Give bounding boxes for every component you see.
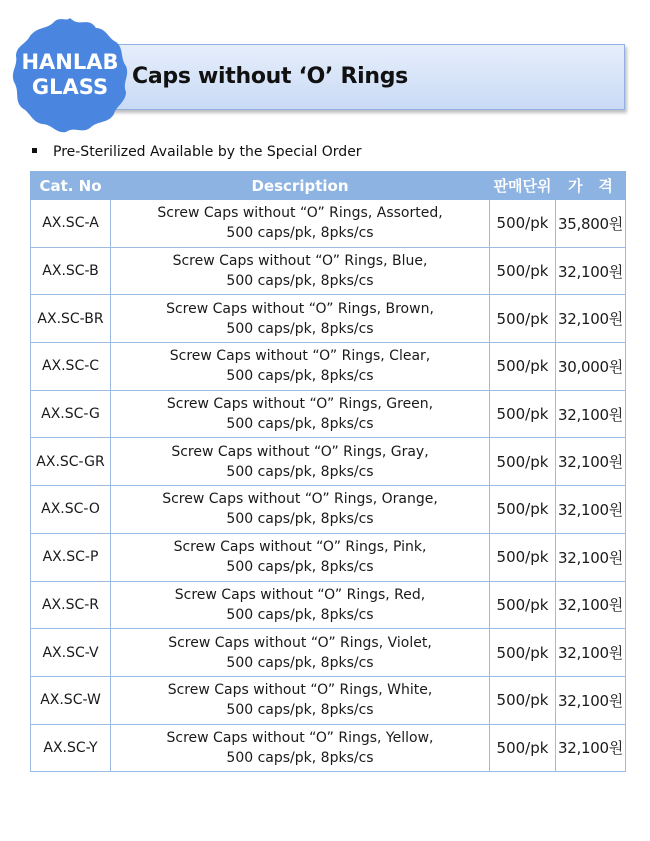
description-cell — [111, 724, 490, 772]
logo-line-1: HANLAB — [21, 50, 119, 74]
description-line-2: 500 caps/pk, 8pks/cs — [226, 654, 374, 671]
table-row — [31, 629, 626, 677]
hanlab-glass-logo — [10, 14, 130, 136]
price-cell: 32,100원 — [556, 438, 626, 486]
unit-cell: 500/pk — [490, 390, 556, 438]
logo-text — [10, 50, 130, 100]
col-header-price: 가 격 — [556, 172, 626, 200]
description-cell — [111, 438, 490, 486]
description-line-2: 500 caps/pk, 8pks/cs — [226, 749, 374, 766]
price-cell: 30,000원 — [556, 343, 626, 391]
logo-line-2: GLASS — [31, 75, 109, 99]
unit-cell: 500/pk — [490, 247, 556, 295]
unit-cell: 500/pk — [490, 295, 556, 343]
unit-cell: 500/pk — [490, 200, 556, 248]
description-cell — [111, 533, 490, 581]
cat-no-cell: AX.SC-B — [31, 247, 111, 295]
cat-no-cell: AX.SC-G — [31, 390, 111, 438]
cat-no-cell: AX.SC-V — [31, 629, 111, 677]
cat-no-cell: AX.SC-P — [31, 533, 111, 581]
unit-cell: 500/pk — [490, 438, 556, 486]
description-cell — [111, 343, 490, 391]
price-cell: 32,100원 — [556, 533, 626, 581]
table-row — [31, 486, 626, 534]
unit-cell: 500/pk — [490, 581, 556, 629]
cat-no-cell: AX.SC-Y — [31, 724, 111, 772]
price-cell: 32,100원 — [556, 581, 626, 629]
cat-no-cell: AX.SC-GR — [31, 438, 111, 486]
col-header-cat-no: Cat. No — [31, 172, 111, 200]
unit-cell: 500/pk — [490, 343, 556, 391]
bullet-icon — [32, 148, 37, 153]
description-cell — [111, 200, 490, 248]
cat-no-cell: AX.SC-C — [31, 343, 111, 391]
price-cell: 35,800원 — [556, 200, 626, 248]
description-line-1: Screw Caps without “O” Rings, Green, — [166, 396, 434, 413]
description-cell — [111, 295, 490, 343]
description-cell — [111, 629, 490, 677]
note-line — [32, 144, 362, 160]
unit-cell: 500/pk — [490, 533, 556, 581]
description-line-2: 500 caps/pk, 8pks/cs — [226, 416, 374, 433]
price-cell: 32,100원 — [556, 247, 626, 295]
table-row — [31, 343, 626, 391]
description-line-2: 500 caps/pk, 8pks/cs — [226, 320, 374, 337]
unit-cell: 500/pk — [490, 676, 556, 724]
table-row — [31, 200, 626, 248]
description-line-1: Screw Caps without “O” Rings, Assorted, — [157, 205, 443, 222]
description-line-2: 500 caps/pk, 8pks/cs — [226, 463, 374, 480]
description-line-1: Screw Caps without “O” Rings, White, — [167, 682, 433, 699]
price-cell: 32,100원 — [556, 295, 626, 343]
description-cell — [111, 390, 490, 438]
description-line-1: Screw Caps without “O” Rings, Orange, — [162, 491, 438, 508]
description-line-1: Screw Caps without “O” Rings, Pink, — [173, 539, 427, 556]
table-row — [31, 390, 626, 438]
description-line-1: Screw Caps without “O” Rings, Yellow, — [166, 729, 434, 746]
description-line-2: 500 caps/pk, 8pks/cs — [226, 511, 374, 528]
description-line-2: 500 caps/pk, 8pks/cs — [226, 606, 374, 623]
description-line-1: Screw Caps without “O” Rings, Clear, — [169, 348, 431, 365]
description-line-2: 500 caps/pk, 8pks/cs — [226, 559, 374, 576]
table-row — [31, 438, 626, 486]
price-cell: 32,100원 — [556, 676, 626, 724]
col-header-description: Description — [111, 172, 490, 200]
description-cell — [111, 486, 490, 534]
price-cell: 32,100원 — [556, 390, 626, 438]
table-row — [31, 247, 626, 295]
description-cell — [111, 581, 490, 629]
unit-cell: 500/pk — [490, 724, 556, 772]
table-row — [31, 581, 626, 629]
table-row — [31, 295, 626, 343]
table-row — [31, 676, 626, 724]
description-line-1: Screw Caps without “O” Rings, Gray, — [171, 443, 429, 460]
cat-no-cell: AX.SC-W — [31, 676, 111, 724]
col-header-unit: 판매단위 — [490, 172, 556, 200]
unit-cell: 500/pk — [490, 486, 556, 534]
price-cell: 32,100원 — [556, 486, 626, 534]
cat-no-cell: AX.SC-BR — [31, 295, 111, 343]
cat-no-cell: AX.SC-R — [31, 581, 111, 629]
description-cell — [111, 247, 490, 295]
description-line-2: 500 caps/pk, 8pks/cs — [226, 273, 374, 290]
description-line-1: Screw Caps without “O” Rings, Violet, — [168, 634, 432, 651]
description-cell — [111, 676, 490, 724]
note-text: Pre-Sterilized Available by the Special Order — [53, 144, 362, 160]
description-line-1: Screw Caps without “O” Rings, Brown, — [166, 300, 434, 317]
description-line-2: 500 caps/pk, 8pks/cs — [226, 702, 374, 719]
description-line-2: 500 caps/pk, 8pks/cs — [226, 368, 374, 385]
cat-no-cell: AX.SC-O — [31, 486, 111, 534]
price-cell: 32,100원 — [556, 629, 626, 677]
table-row — [31, 533, 626, 581]
unit-cell: 500/pk — [490, 629, 556, 677]
product-table — [30, 171, 626, 772]
description-line-1: Screw Caps without “O” Rings, Blue, — [172, 253, 428, 270]
table-header-row — [31, 172, 626, 200]
description-line-2: 500 caps/pk, 8pks/cs — [226, 225, 374, 242]
cat-no-cell: AX.SC-A — [31, 200, 111, 248]
description-line-1: Screw Caps without “O” Rings, Red, — [174, 586, 426, 603]
table-row — [31, 724, 626, 772]
price-cell: 32,100원 — [556, 724, 626, 772]
page-title: Caps without ‘O’ Rings — [132, 64, 408, 89]
